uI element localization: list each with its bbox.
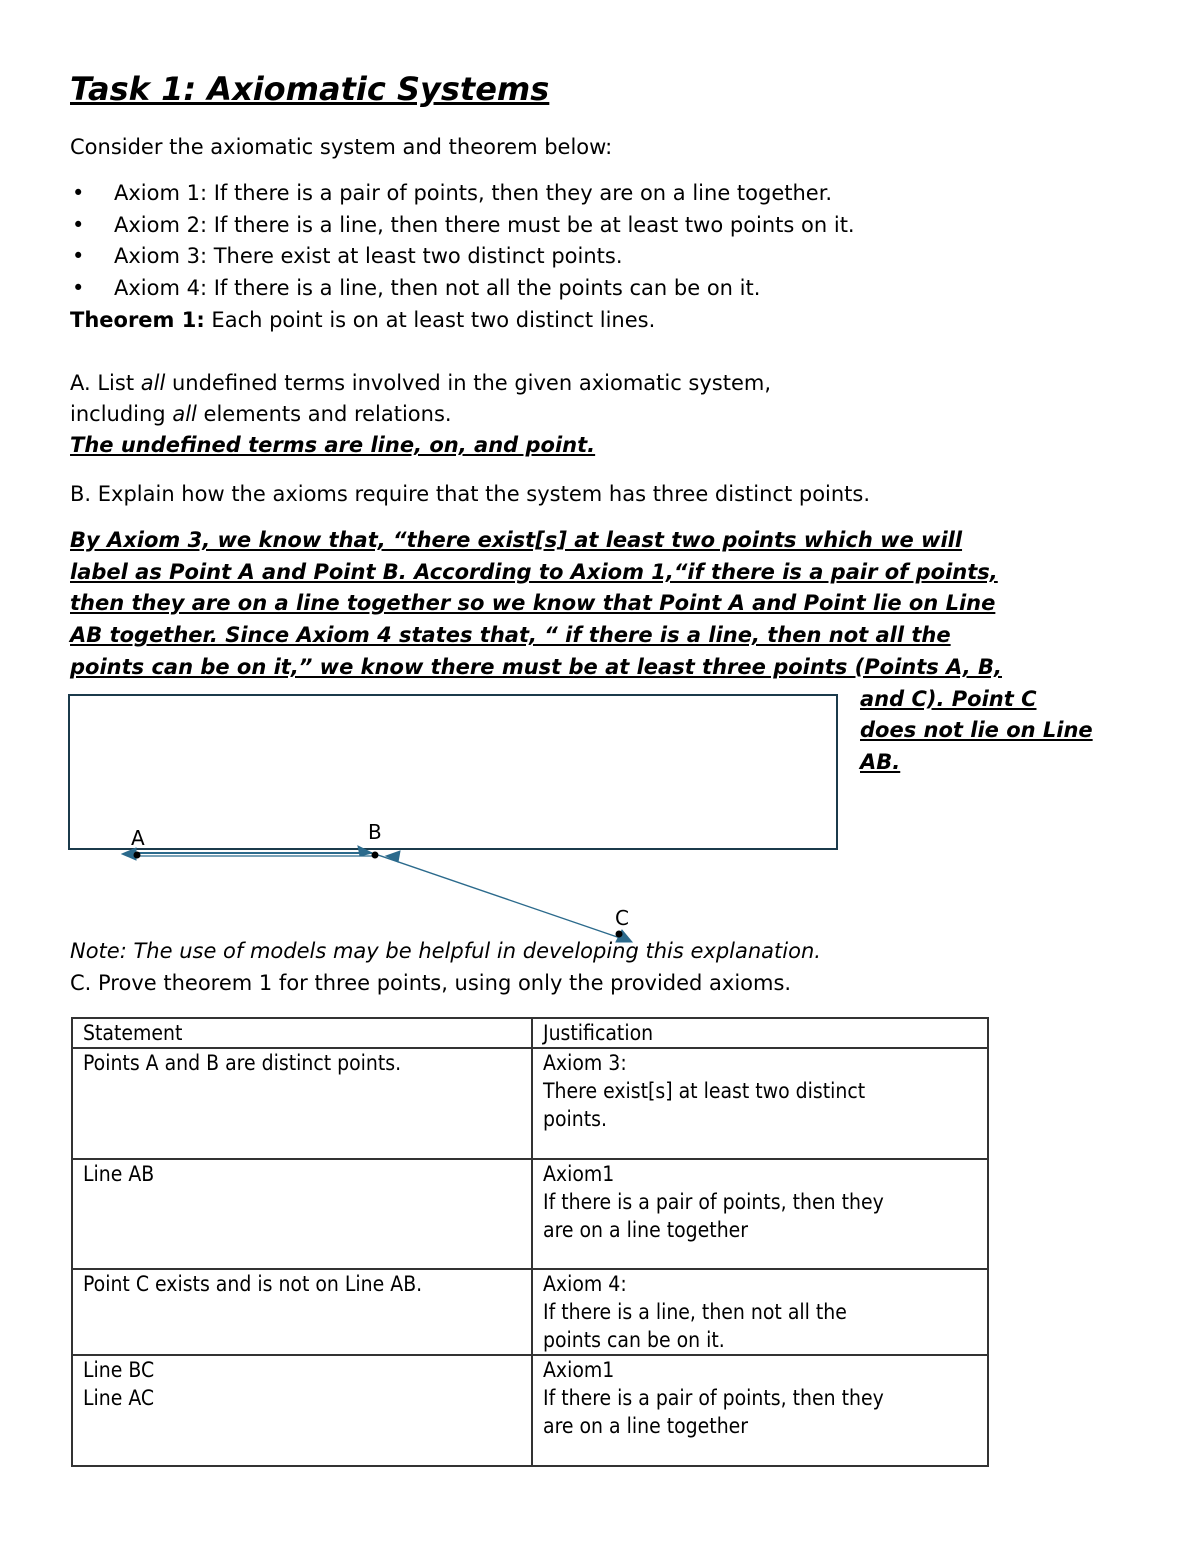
answer-side-line: and C). Point C <box>860 687 1037 711</box>
answer-line: points can be on it,” we know there must be at least three points (Points A, B, <box>70 655 1002 679</box>
table-row <box>72 1355 988 1466</box>
justification-line: Axiom 4: <box>543 1272 627 1296</box>
label-c: C <box>615 906 629 930</box>
axiom-4: Axiom 4: If there is a line, then not all the points can be on it. <box>114 276 761 300</box>
text: undefined terms involved in the given axiomatic system, <box>165 371 772 395</box>
statement-cell <box>72 1048 532 1159</box>
part-c-question: C. Prove theorem 1 for three points, using only the provided axioms. <box>70 971 792 995</box>
page-title: Task 1: Axiomatic Systems <box>70 70 550 108</box>
text: A. List <box>70 371 141 395</box>
justification-line: If there is a line, then not all the <box>543 1300 847 1324</box>
point-b-dot <box>372 852 379 859</box>
justification-line: points can be on it. <box>543 1328 725 1352</box>
justification-cell <box>532 1355 988 1466</box>
label-b: B <box>368 820 382 844</box>
table-header-row <box>72 1018 988 1048</box>
text: including <box>70 402 173 426</box>
bullet: • <box>72 213 85 237</box>
bullet: • <box>72 276 85 300</box>
label-a: A <box>131 826 145 850</box>
statement-cell <box>72 1355 532 1466</box>
justification-line: There exist[s] at least two distinct <box>543 1079 866 1103</box>
statement-cell <box>72 1269 532 1355</box>
part-a-answer: The undefined terms are line, on, and point. <box>70 433 596 457</box>
answer-side-line: AB. <box>860 750 901 774</box>
answer-line: label as Point A and Point B. According to Axiom 1,“if there is a pair of points, <box>70 560 998 584</box>
statement-line: Point C exists and is not on Line AB. <box>83 1272 423 1296</box>
answer-line: AB together. Since Axiom 4 states that, “ if there is a line, then not all the <box>70 623 951 647</box>
theorem-label: Theorem 1: <box>70 308 205 332</box>
justification-line: are on a line together <box>543 1218 749 1242</box>
justification-line: Axiom1 <box>543 1162 615 1186</box>
justification-line: Axiom1 <box>543 1358 615 1382</box>
text: elements and relations. <box>196 402 452 426</box>
statement-cell <box>72 1159 532 1269</box>
answer-line: then they are on a line together so we know that Point A and Point lie on Line <box>70 591 996 615</box>
table-row <box>72 1269 988 1355</box>
justification-line: Axiom 3: <box>543 1051 627 1075</box>
theorem-text: Each point is on at least two distinct lines. <box>204 308 656 332</box>
justification-line: If there is a pair of points, then they <box>543 1386 884 1410</box>
justification-line: are on a line together <box>543 1414 749 1438</box>
statement-line: Points A and B are distinct points. <box>83 1051 402 1075</box>
table-row <box>72 1048 988 1159</box>
emphasis: all <box>140 371 166 395</box>
axiom-3: Axiom 3: There exist at least two distinct points. <box>114 244 623 268</box>
part-b-question: B. Explain how the axioms require that the system has three distinct points. <box>70 482 871 506</box>
justification-line: If there is a pair of points, then they <box>543 1190 884 1214</box>
axiom-2: Axiom 2: If there is a line, then there must be at least two points on it. <box>114 213 855 237</box>
axiom-1: Axiom 1: If there is a pair of points, then they are on a line together. <box>114 181 833 205</box>
statement-line: Line AB <box>83 1162 155 1186</box>
proof-table <box>71 1017 989 1467</box>
justification-line: points. <box>543 1107 608 1131</box>
bullet: • <box>72 244 85 268</box>
header-statement: Statement <box>72 1018 532 1048</box>
header-justification: Justification <box>532 1018 988 1048</box>
table-row <box>72 1159 988 1269</box>
justification-cell <box>532 1159 988 1269</box>
note: Note: The use of models may be helpful in developing this explanation. <box>70 939 821 963</box>
answer-line: By Axiom 3, we know that, “there exist[s] at least two points which we will <box>70 528 963 552</box>
answer-side-line: does not lie on Line <box>860 718 1093 742</box>
intro-text: Consider the axiomatic system and theorem below: <box>70 135 613 159</box>
bullet: • <box>72 181 85 205</box>
statement-line: Line AC <box>83 1386 155 1410</box>
statement-line: Line BC <box>83 1358 155 1382</box>
justification-cell <box>532 1269 988 1355</box>
justification-cell <box>532 1048 988 1159</box>
emphasis: all <box>172 402 197 426</box>
